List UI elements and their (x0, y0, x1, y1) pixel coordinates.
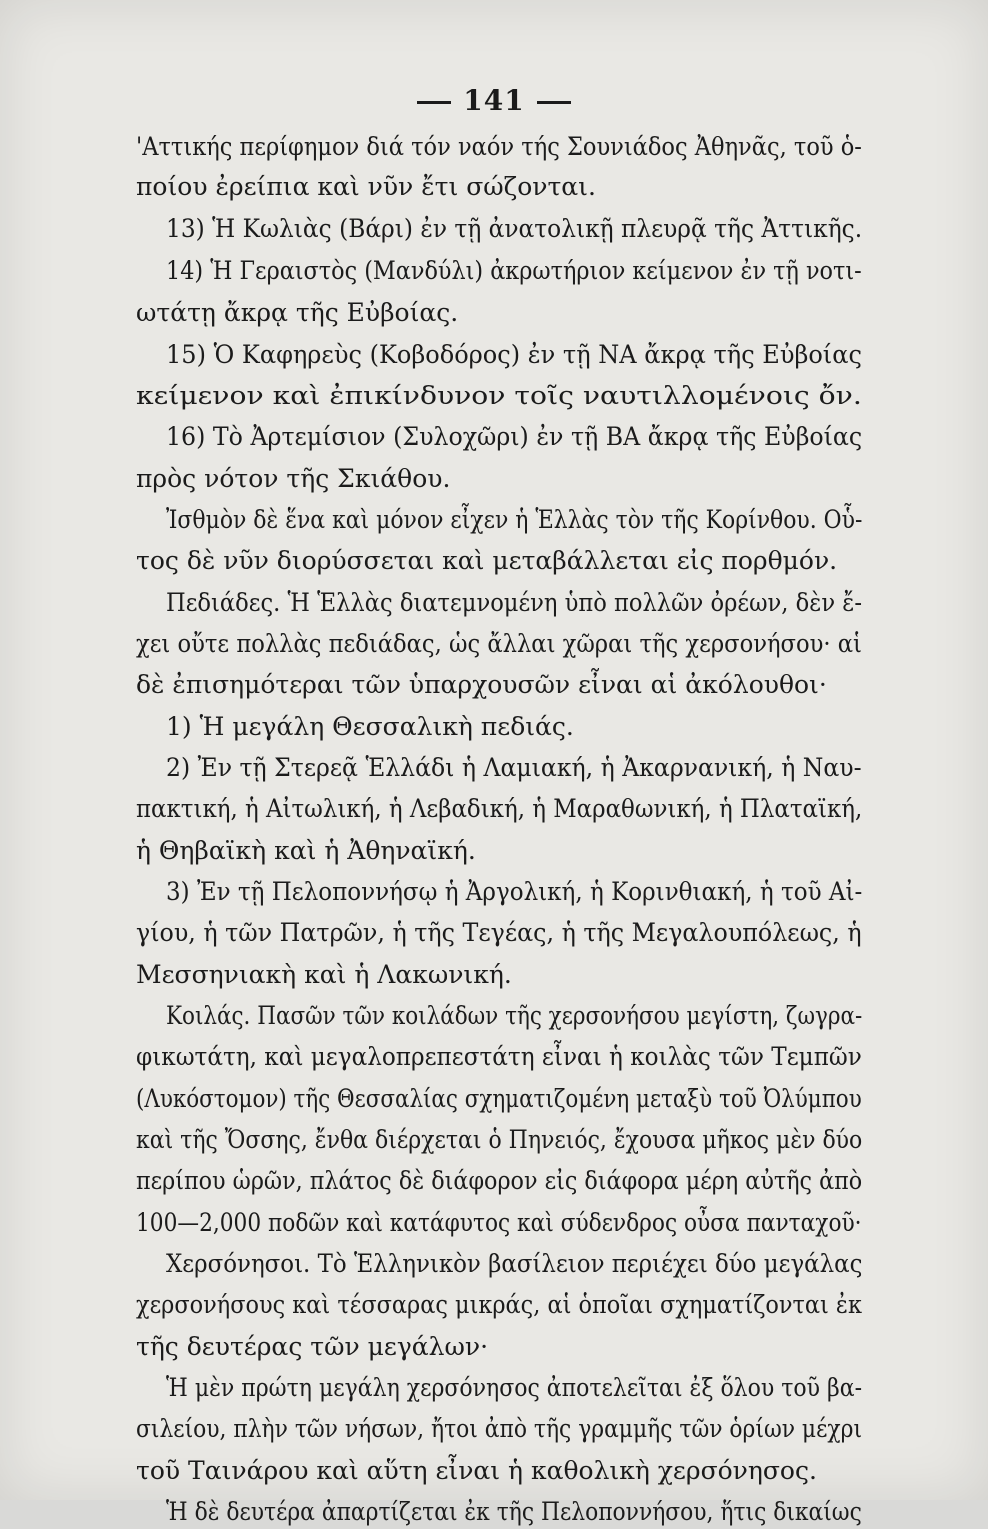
text-line: κείμενον καὶ ἐπικίνδυνον τοῖς ναυτιλλομένοις ὄν. (136, 381, 862, 410)
text-line: (Λυκόστομον) τῆς Θεσσαλίας σχηματιζομένη μεταξὺ τοῦ Ὀλύμπου (136, 1084, 862, 1113)
page-number-dash-right (537, 101, 571, 104)
text-line: σιλείου, πλὴν τῶν νήσων, ἤτοι ἀπὸ τῆς γραμμῆς τῶν ὁρίων μέχρι (136, 1414, 863, 1443)
text-line: Πεδιάδες. Ἡ Ἑλλὰς διατεμνομένη ὑπὸ πολλῶν ὀρέων, δὲν ἔ- (166, 588, 863, 617)
page-number (0, 84, 988, 117)
text-line: 15) Ὁ Καφηρεὺς (Κοβοδόρος) ἐν τῇ ΝΑ ἄκρᾳ τῆς Εὐβοίας (166, 340, 862, 369)
text-line: Μεσσηνιακὴ καὶ ἡ Λακωνική. (136, 960, 512, 989)
text-line: ωτάτῃ ἄκρᾳ τῆς Εὐβοίας. (136, 298, 459, 327)
text-line: 3) Ἐν τῇ Πελοποννήσῳ ἡ Ἀργολική, ἡ Κορινθιακή, ἡ τοῦ Αἰ- (166, 877, 863, 906)
text-line: 16) Τὸ Ἀρτεμίσιον (Συλοχῶρι) ἐν τῇ ΒΑ ἄκρᾳ τῆς Εὐβοίας (166, 422, 863, 451)
text-line: δὲ ἐπισημότεραι τῶν ὑπαρχουσῶν εἶναι αἱ ἀκόλουθοι· (136, 670, 827, 699)
text-line: ἡ Θηβαϊκὴ καὶ ἡ Ἀθηναϊκή. (136, 836, 476, 865)
text-line: τῆς δευτέρας τῶν μεγάλων· (136, 1332, 489, 1361)
text-line: Χερσόνησοι. Τὸ Ἑλληνικὸν βασίλειον περιέχει δύο μεγάλας (166, 1249, 863, 1278)
text-line: Ἰσθμὸν δὲ ἕνα καὶ μόνον εἶχεν ἡ Ἑλλὰς τὸν τῆς Κορίνθου. Οὗ- (166, 505, 863, 534)
text-line: Κοιλάς. Πασῶν τῶν κοιλάδων τῆς χερσονήσου μεγίστη, ζωγρα- (166, 1001, 863, 1030)
text-line: 2) Ἐν τῇ Στερεᾷ Ἑλλάδι ἡ Λαμιακή, ἡ Ἀκαρνανική, ἡ Ναυ- (166, 753, 862, 782)
text-line: 'Αττικής περίφημον διά τόν ναόν τής Σουνιάδος Ἀθηνᾶς, τοῦ ὁ- (136, 132, 862, 161)
text-line: πακτική, ἡ Αἰτωλική, ἡ Λεβαδική, ἡ Μαραθωνική, ἡ Πλαταϊκή, (136, 794, 863, 823)
text-line: 1) Ἡ μεγάλη Θεσσαλικὴ πεδιάς. (166, 712, 574, 741)
text-line: ποίου ἐρείπια καὶ νῦν ἔτι σώζονται. (136, 172, 596, 201)
text-line: τος δὲ νῦν διορύσσεται καὶ μεταβάλλεται εἰς πορθμόν. (136, 546, 838, 575)
text-line: χει οὔτε πολλὰς πεδιάδας, ὡς ἄλλαι χῶραι τῆς χερσονήσου· αἱ (136, 629, 862, 658)
page-number-text: 141 (463, 84, 525, 117)
text-line: πρὸς νότον τῆς Σκιάθου. (136, 464, 451, 493)
text-line: Ἡ μὲν πρώτη μεγάλη χερσόνησος ἀποτελεῖται ἐξ ὅλου τοῦ βα- (166, 1373, 863, 1402)
page-number-dash-left (417, 101, 451, 104)
text-line: Ἡ δὲ δευτέρα ἀπαρτίζεται ἐκ τῆς Πελοποννήσου, ἥτις δικαίως (166, 1497, 862, 1526)
text-line: γίου, ἡ τῶν Πατρῶν, ἡ τῆς Τεγέας, ἡ τῆς Μεγαλουπόλεως, ἡ (136, 918, 862, 947)
text-line: καὶ τῆς Ὄσσης, ἔνθα διέρχεται ὁ Πηνειός, ἔχουσα μῆκος μὲν δύο (136, 1125, 863, 1154)
text-line: χερσονήσους καὶ τέσσαρας μικράς, αἱ ὁποῖαι σχηματίζονται ἐκ (136, 1290, 862, 1319)
text-line: τοῦ Ταινάρου καὶ αὕτη εἶναι ἡ καθολικὴ χερσόνησος. (136, 1456, 817, 1485)
text-line: 14) Ἡ Γεραιστὸς (Μανδύλι) ἀκρωτήριον κείμενον ἐν τῇ νοτι- (166, 256, 862, 285)
text-line: 13) Ἡ Κωλιὰς (Βάρι) ἐν τῇ ἀνατολικῇ πλευρᾷ τῆς Ἀττικῆς. (166, 214, 863, 243)
text-line: 100—2,000 ποδῶν καὶ κατάφυτος καὶ σύδενδρος οὖσα πανταχοῦ· (136, 1208, 862, 1237)
text-line: περίπου ὡρῶν, πλάτος δὲ διάφορον εἰς διάφορα μέρη αὐτῆς ἀπὸ (136, 1166, 863, 1195)
text-line: φικωτάτη, καὶ μεγαλοπρεπεστάτη εἶναι ἡ κοιλὰς τῶν Τεμπῶν (136, 1042, 862, 1071)
